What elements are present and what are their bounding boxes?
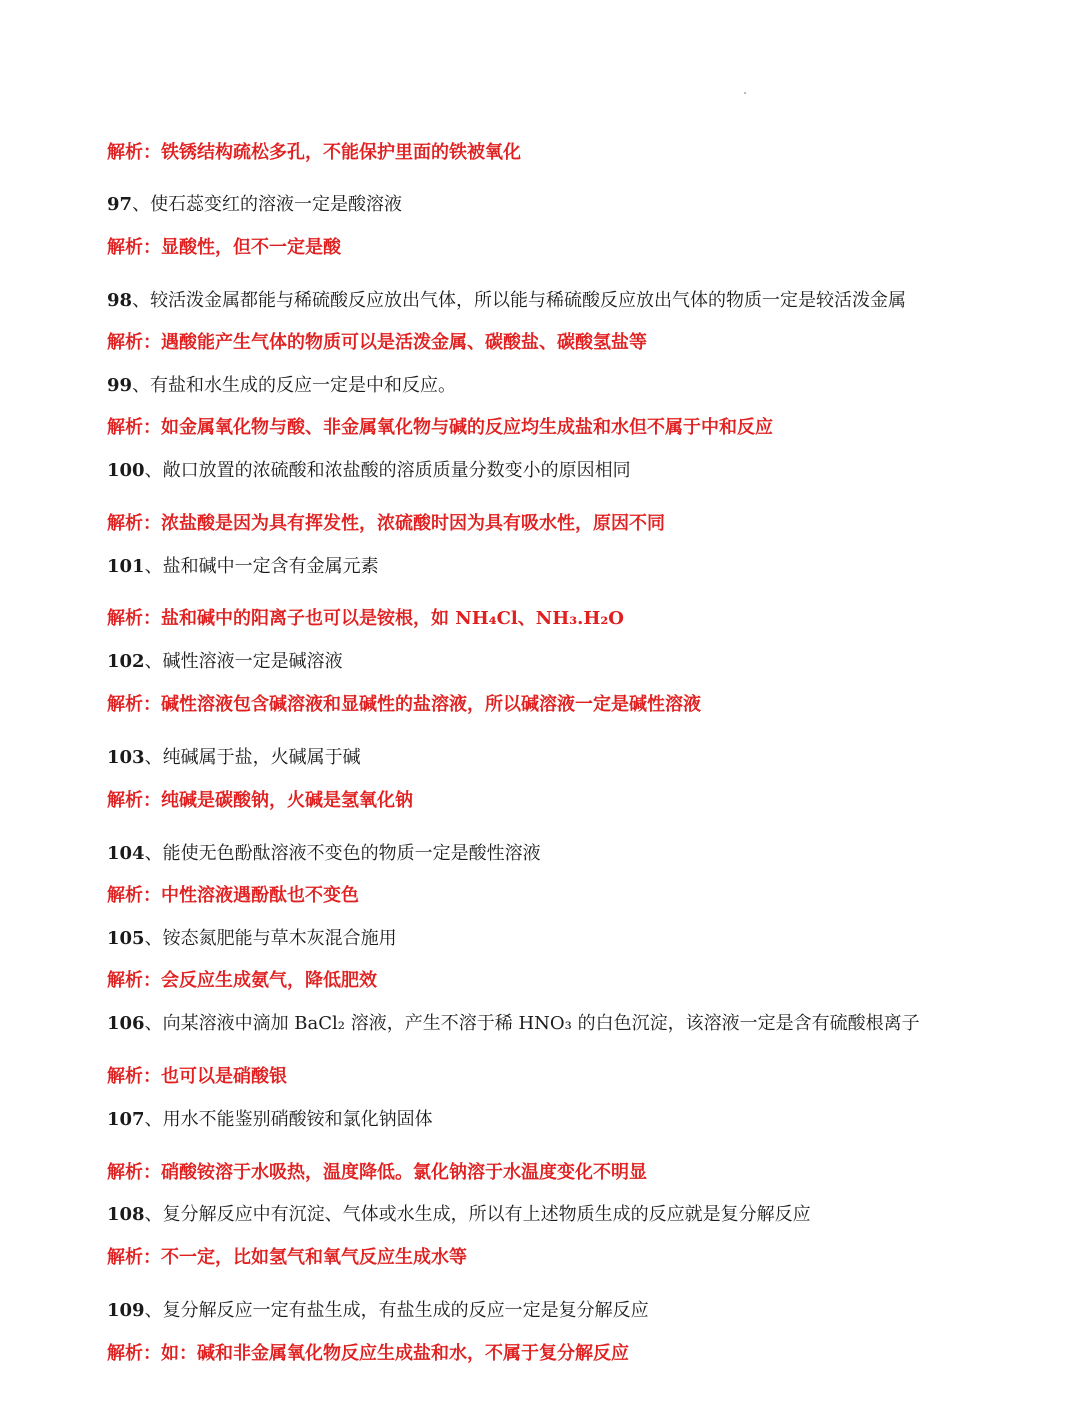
question-number: 100	[107, 460, 145, 481]
question-number: 98	[107, 290, 133, 311]
question-separator: 、	[144, 1013, 163, 1034]
question-number: 109	[107, 1300, 145, 1321]
analysis-text: 硝酸铵溶于水吸热，温度降低。氯化钠溶于水温度变化不明显	[161, 1162, 647, 1183]
question-separator: 、	[144, 928, 163, 949]
analysis-label: 解析：	[107, 1066, 161, 1087]
analysis-line	[107, 140, 521, 166]
analysis-text: 中性溶液遇酚酞也不变色	[161, 885, 359, 906]
question-separator: 、	[132, 290, 151, 311]
question-text: 向某溶液中滴加 BaCl₂ 溶液，产生不溶于稀 HNO₃ 的白色沉淀，该溶液一定是含有硫酸根离子	[162, 1013, 920, 1034]
analysis-text: 铁锈结构疏松多孔，不能保护里面的铁被氧化	[161, 142, 521, 163]
question-line	[107, 1298, 649, 1324]
question-number: 105	[107, 928, 145, 949]
question-text: 铵态氮肥能与草木灰混合施用	[162, 928, 397, 949]
analysis-label: 解析：	[107, 142, 161, 163]
analysis-label: 解析：	[107, 1247, 161, 1268]
question-separator: 、	[144, 1300, 163, 1321]
question-number: 107	[107, 1109, 145, 1130]
analysis-line	[107, 330, 647, 356]
analysis-label: 解析：	[107, 1343, 161, 1364]
analysis-text: 浓盐酸是因为具有挥发性，浓硫酸时因为具有吸水性，原因不同	[161, 513, 665, 534]
question-separator: 、	[132, 194, 151, 215]
question-text: 能使无色酚酞溶液不变色的物质一定是酸性溶液	[162, 843, 541, 864]
analysis-line	[107, 235, 341, 261]
question-text: 使石蕊变红的溶液一定是酸溶液	[150, 194, 403, 215]
question-text: 复分解反应一定有盐生成，有盐生成的反应一定是复分解反应	[162, 1300, 649, 1321]
question-line	[107, 926, 397, 952]
question-text: 盐和碱中一定含有金属元素	[162, 556, 379, 577]
question-line	[107, 841, 541, 867]
question-line	[107, 373, 456, 399]
question-number: 106	[107, 1013, 145, 1034]
question-line	[107, 649, 343, 675]
analysis-line	[107, 1341, 629, 1367]
analysis-line	[107, 883, 359, 909]
question-text: 纯碱属于盐，火碱属于碱	[162, 747, 361, 768]
question-text: 用水不能鉴别硝酸铵和氯化钠固体	[162, 1109, 433, 1130]
analysis-line	[107, 1160, 647, 1186]
question-separator: 、	[144, 651, 163, 672]
analysis-label: 解析：	[107, 513, 161, 534]
question-line	[107, 745, 361, 771]
question-line	[107, 458, 631, 484]
analysis-line	[107, 1245, 467, 1271]
analysis-line	[107, 511, 665, 537]
analysis-label: 解析：	[107, 694, 161, 715]
analysis-text: 如金属氧化物与酸、非金属氧化物与碱的反应均生成盐和水但不属于中和反应	[161, 417, 773, 438]
analysis-label: 解析：	[107, 790, 161, 811]
analysis-line	[107, 1064, 287, 1090]
analysis-line	[107, 788, 413, 814]
analysis-text: 遇酸能产生气体的物质可以是活泼金属、碳酸盐、碳酸氢盐等	[161, 332, 647, 353]
page-speck	[744, 92, 746, 94]
analysis-label: 解析：	[107, 417, 161, 438]
question-number: 99	[107, 375, 133, 396]
analysis-line	[107, 415, 773, 441]
analysis-line	[107, 692, 701, 718]
question-text: 较活泼金属都能与稀硫酸反应放出气体，所以能与稀硫酸反应放出气体的物质一定是较活泼金属	[150, 290, 907, 311]
analysis-label: 解析：	[107, 332, 161, 353]
question-line	[107, 192, 402, 218]
analysis-label: 解析：	[107, 608, 161, 629]
question-number: 103	[107, 747, 145, 768]
question-number: 104	[107, 843, 145, 864]
question-number: 108	[107, 1204, 145, 1225]
analysis-label: 解析：	[107, 885, 161, 906]
question-separator: 、	[132, 375, 151, 396]
question-number: 101	[107, 556, 145, 577]
analysis-label: 解析：	[107, 237, 161, 258]
question-text: 有盐和水生成的反应一定是中和反应。	[150, 375, 457, 396]
question-text: 碱性溶液一定是碱溶液	[162, 651, 343, 672]
analysis-text: 显酸性，但不一定是酸	[161, 237, 341, 258]
question-separator: 、	[144, 1204, 163, 1225]
question-separator: 、	[144, 1109, 163, 1130]
analysis-line	[107, 968, 377, 994]
analysis-text: 也可以是硝酸银	[161, 1066, 287, 1087]
question-text: 敞口放置的浓硫酸和浓盐酸的溶质质量分数变小的原因相同	[162, 460, 631, 481]
analysis-text: 不一定，比如氢气和氧气反应生成水等	[161, 1247, 467, 1268]
analysis-line	[107, 606, 624, 632]
analysis-label: 解析：	[107, 1162, 161, 1183]
question-line	[107, 1202, 811, 1228]
question-line	[107, 1011, 920, 1037]
analysis-label: 解析：	[107, 970, 161, 991]
question-line	[107, 288, 906, 314]
question-number: 102	[107, 651, 145, 672]
question-separator: 、	[144, 747, 163, 768]
question-separator: 、	[144, 556, 163, 577]
question-line	[107, 1107, 433, 1133]
analysis-text: 如：碱和非金属氧化物反应生成盐和水，不属于复分解反应	[161, 1343, 629, 1364]
question-line	[107, 554, 379, 580]
analysis-text: 盐和碱中的阳离子也可以是铵根，如 NH₄Cl、NH₃.H₂O	[161, 608, 624, 629]
question-number: 97	[107, 194, 133, 215]
analysis-text: 碱性溶液包含碱溶液和显碱性的盐溶液，所以碱溶液一定是碱性溶液	[161, 694, 701, 715]
question-separator: 、	[144, 460, 163, 481]
analysis-text: 纯碱是碳酸钠，火碱是氢氧化钠	[161, 790, 413, 811]
question-separator: 、	[144, 843, 163, 864]
question-text: 复分解反应中有沉淀、气体或水生成，所以有上述物质生成的反应就是复分解反应	[162, 1204, 811, 1225]
analysis-text: 会反应生成氨气，降低肥效	[161, 970, 377, 991]
